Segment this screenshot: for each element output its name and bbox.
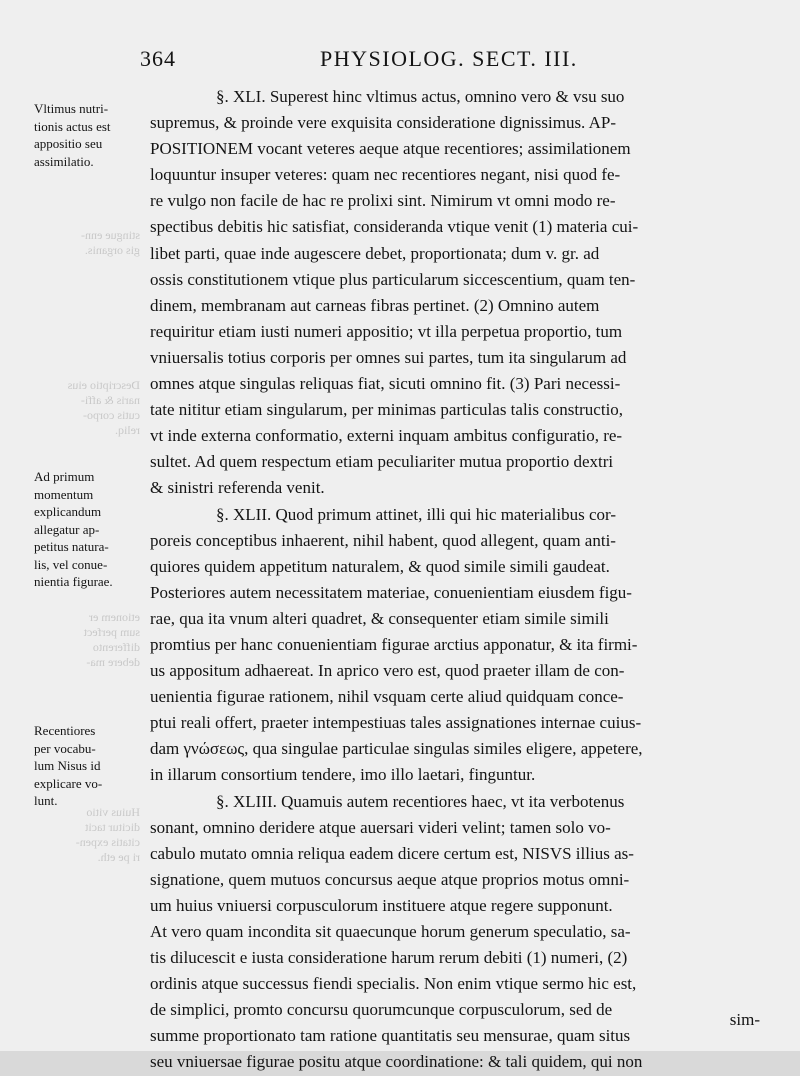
page-header [140, 46, 760, 78]
body-line: At vero quam incondita sit quaecunque horum generum speculatio, sa- [150, 922, 631, 941]
margin-note-line: Recentiores [34, 723, 96, 738]
margin-note-assimilatio [34, 100, 152, 170]
margin-note-line: per vocabu- [34, 740, 96, 756]
margin-note-primum-momentum [34, 468, 152, 591]
show-through-text: stingue enn- gis organis. [81, 228, 140, 257]
body-line: seu vniuersae figurae positu atque coordinatione: & tali quidem, qui non [150, 1052, 643, 1072]
body-line: rae, qua ita vnum alteri quadret, & consequenter etiam simile simili [150, 608, 609, 628]
body-line: promtius per hanc conuenientiam figurae arctius apponatur, & ita firmi- [150, 634, 638, 654]
body-line: signatione, quem mutuos concursus aeque atque proprios motus omni- [150, 869, 630, 889]
margin-note-line: explicandum [34, 504, 102, 519]
body-line: libet parti, quae inde augescere debet, proportionata; dum v. gr. ad [150, 243, 600, 263]
margin-note-line: assimilatio. [34, 153, 94, 169]
body-line: §. XLI. Superest hinc vltimus actus, omnino vero & vsu suo [216, 87, 625, 106]
body-line: spectibus debitis hic satisfiat, consideranda vtique venit (1) materia cui- [150, 217, 639, 237]
margin-note-line: nientia figurae. [34, 574, 113, 589]
margin-note-line: lunt. [34, 793, 58, 808]
body-line: POSITIONEM vocant veteres aeque atque recentiores; assimilationem [150, 139, 631, 159]
body-line: sultet. Ad quem respectum etiam peculiariter mutua proportio dextri [150, 452, 614, 472]
body-line: ossis constitutionem vtique plus particularum siccescentium, quam ten- [150, 269, 636, 289]
running-head: PHYSIOLOG. SECT. III. [320, 46, 578, 71]
body-line: omnes atque singulas reliquas fiat, sicuti omnino fit. (3) Pari necessi- [150, 374, 621, 394]
body-line: re vulgo non facile de hac re prolixi sint. Nimirum vt omni modo re- [150, 191, 616, 211]
show-through-text: etionem er sum perfect differento debere ma- [83, 610, 140, 669]
body-line: de simplici, promto concursu quorumcunque corpusculorum, sed de [150, 1000, 613, 1020]
body-line: um huius vniuersi corpusculorum instituere atque regere supponunt. [150, 895, 613, 915]
margin-note-line: Ad primum [34, 469, 95, 484]
body-line: §. XLIII. Quamuis autem recentiores haec, vt ita verbotenus [216, 791, 625, 811]
body-line: dinem, membranam aut carneas fibras pertinet. (2) Omnino autem [150, 295, 600, 315]
body-line: us appositum adhaereat. In aprico vero est, quod praeter illam de con- [150, 661, 625, 681]
body-line: uenientia figurae rationem, nihil vsquam certe aliud quidquam conce- [150, 687, 624, 707]
body-line: ordinis atque successus fiendi specialis. Non enim vtique sermo hic est, [150, 974, 637, 994]
body-line: summe proportionato tam ratione quantitatis seu mensurae, quam situs [150, 1026, 631, 1046]
body-text [150, 84, 780, 1076]
body-line: vniuersalis totius corporis per omnes sui partes, tum ita singularum ad [150, 347, 627, 367]
show-through-text: Descriptio eius naris & affi- cutis corpo- reliq. [67, 378, 140, 437]
body-line: requiritur etiam iusti numeri appositio; vt illa perpetua proportio, tum [150, 321, 623, 341]
body-line: quiores quidem appetitum naturalem, & quod simile simili gaudeat. [150, 556, 610, 576]
body-line: tate nititur etiam singularum, per minimas particulas talis constructio, [150, 400, 624, 420]
body-line: vt inde externa conformatio, externi inquam ambitus configuratio, re- [150, 426, 623, 446]
show-through-text: Huius vitio dicitur tacit citatis expen- ri pe eth. [75, 805, 140, 864]
margin-note-line: petitus natura- [34, 539, 109, 554]
body-line: & sinistri referenda venit. [150, 478, 325, 498]
margin-note-line: allegatur ap- [34, 521, 100, 537]
margin-note-nisus [34, 722, 152, 810]
body-line: sonant, omnino deridere atque auersari videri velint; tamen solo vo- [150, 817, 611, 837]
body-line: cabulo mutato omnia reliqua eadem dicere certum est, NISVS illius as- [150, 843, 634, 863]
body-line: dam γνώσεως, qua singulae particulae singulas similes eligere, appetere, [150, 739, 643, 759]
page-footer [150, 1010, 780, 1040]
margin-notes [34, 0, 152, 1051]
body-line: tis dilucescit e iusta consideratione harum rerum debiti (1) numeri, (2) [150, 948, 628, 968]
margin-note-line: lum Nisus id [34, 758, 101, 773]
body-line: ptui reali offert, praeter intempestiuas tales assignationes internae cuius- [150, 713, 642, 733]
margin-note-line: appositio seu [34, 136, 103, 151]
body-line: loquuntur insuper veteres: quam nec recentiores negant, nisi quod fe- [150, 165, 621, 185]
body-line: poreis conceptibus inhaerent, nihil habent, quod allegent, quam anti- [150, 530, 616, 550]
body-line: in illarum consortium tendere, imo illo laetari, finguntur. [150, 765, 536, 785]
body-line: Posteriores autem necessitatem materiae, conuenientiam eiusdem figu- [150, 582, 632, 602]
catchword: sim- [729, 1010, 760, 1029]
margin-note-line: explicare vo- [34, 775, 103, 791]
margin-note-line: momentum [34, 486, 94, 502]
body-line: §. XLII. Quod primum attinet, illi qui hic materialibus cor- [216, 504, 617, 524]
margin-note-line: tionis actus est [34, 118, 111, 134]
margin-note-line: lis, vel conue- [34, 556, 108, 572]
margin-note-line: Vltimus nutri- [34, 101, 109, 116]
page-number: 364 [140, 46, 176, 71]
body-line: supremus, & proinde vere exquisita consideratione dignissimus. AP- [150, 113, 617, 133]
